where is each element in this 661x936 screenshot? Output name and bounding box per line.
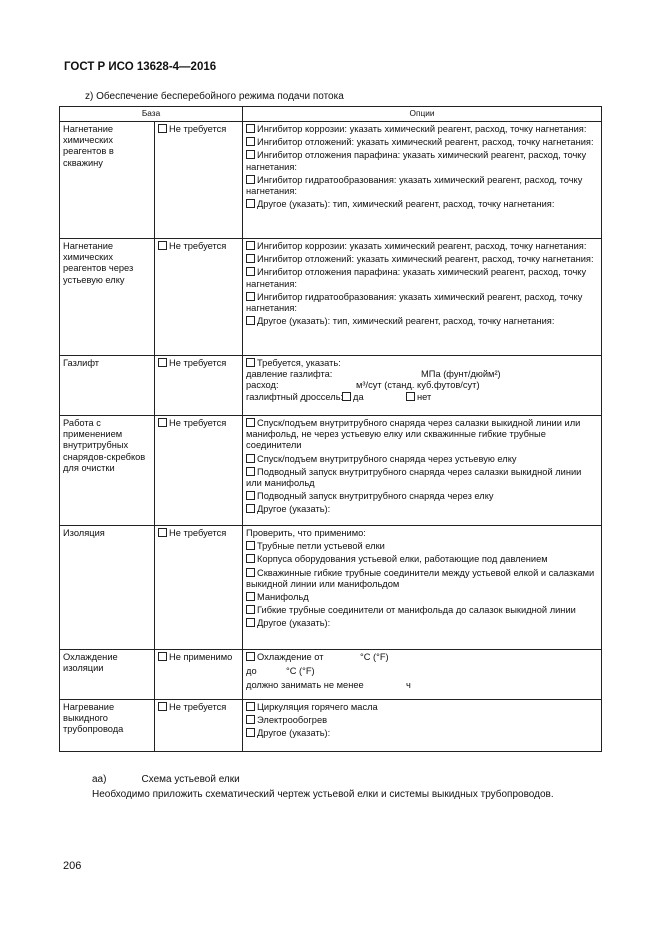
option-label: Циркуляция горячего масла	[257, 702, 378, 712]
gaslift-pressure-label: давление газлифта:	[246, 369, 333, 380]
checkbox[interactable]	[246, 592, 255, 601]
table-row	[60, 650, 602, 700]
option-label: Другое (указать):	[257, 504, 331, 515]
base-label: Не требуется	[169, 241, 227, 251]
document-header: ГОСТ Р ИСО 13628-4—2016	[64, 61, 217, 73]
base-label: Не требуется	[169, 358, 227, 368]
option-item	[246, 592, 598, 603]
checkbox[interactable]	[246, 254, 255, 263]
checkbox[interactable]	[246, 702, 255, 711]
option-label: Ингибитор гидратообразования: указать химический реагент, расход, точку нагнетания:	[246, 291, 583, 314]
option-item	[246, 568, 598, 590]
base-label: Не требуется	[169, 418, 227, 428]
base-cell	[155, 416, 243, 526]
option-item	[246, 150, 598, 172]
cooling-to-line	[246, 666, 598, 677]
cooling-unit1: °C (°F)	[360, 652, 389, 662]
option-item	[246, 316, 598, 327]
section-title: z) Обеспечение бесперебойного режима подачи потока	[85, 91, 344, 102]
option-label: Другое (указать):	[257, 618, 331, 629]
base-cell	[155, 239, 243, 356]
option-item	[246, 454, 598, 465]
option-label: Гибкие трубные соединители от манифольда до салазок выкидной линии	[257, 605, 576, 616]
option-item	[246, 618, 598, 629]
options-cell	[243, 239, 602, 356]
option-label: Корпуса оборудования устьевой елки, работающие под давлением	[257, 554, 548, 565]
cooling-duration: должно занимать не менее	[246, 680, 364, 691]
option-item	[246, 467, 598, 489]
page-number: 206	[63, 860, 82, 872]
row-name: Изоляция	[60, 526, 155, 650]
base-cell	[155, 356, 243, 416]
table-row	[60, 526, 602, 650]
option-label: Другое (указать):	[257, 728, 331, 739]
options-cell	[243, 416, 602, 526]
checkbox-yes[interactable]	[342, 392, 351, 401]
row-name: Работа с применением внутритрубных снарядов-скребков для очистки	[60, 416, 155, 526]
checkbox[interactable]	[246, 504, 255, 513]
option-item	[246, 292, 598, 314]
cooling-to: до	[246, 666, 257, 677]
options-cell	[243, 700, 602, 752]
checkbox[interactable]	[158, 528, 167, 537]
checkbox[interactable]	[246, 454, 255, 463]
option-item	[246, 702, 598, 713]
row-name: Газлифт	[60, 356, 155, 416]
footer-item-title: Схема устьевой елки	[141, 774, 240, 785]
table-row	[60, 239, 602, 356]
cooling-duration-line	[246, 680, 598, 691]
option-item	[246, 728, 598, 739]
option-label: Подводный запуск внутритрубного снаряда через елку	[257, 491, 494, 502]
cooling-hours: ч	[406, 680, 411, 691]
option-label: Ингибитор отложений: указать химический реагент, расход, точку нагнетания:	[257, 254, 594, 265]
row-name: Нагнетание химических реагентов через устьевую елку	[60, 239, 155, 356]
option-item	[246, 418, 598, 452]
row-name: Нагнетание химических реагентов в скважину	[60, 122, 155, 239]
options-cell	[243, 526, 602, 650]
checkbox[interactable]	[158, 358, 167, 367]
table-row	[60, 122, 602, 239]
base-cell	[155, 700, 243, 752]
option-item	[246, 491, 598, 502]
cooling-from-line	[246, 652, 598, 663]
option-label: Спуск/подъем внутритрубного снаряда через устьевую елку	[257, 453, 517, 464]
gaslift-pressure-unit: МПа (фунт/дюйм²)	[421, 369, 501, 380]
gaslift-flow-unit: м³/сут (станд. куб.футов/сут)	[356, 380, 480, 391]
option-item	[246, 358, 598, 369]
header-options: Опции	[243, 107, 602, 122]
checkbox[interactable]	[246, 554, 255, 563]
option-item	[246, 199, 598, 210]
footer-text: Необходимо приложить схематический чертеж устьевой елки и системы выкидных трубопроводов.	[92, 789, 554, 800]
checkbox[interactable]	[246, 358, 255, 367]
checkbox[interactable]	[246, 418, 255, 427]
checkbox[interactable]	[158, 418, 167, 427]
cooling-unit2: °C (°F)	[286, 666, 315, 677]
checkbox[interactable]	[246, 137, 255, 146]
option-label: Трубные петли устьевой елки	[257, 541, 385, 552]
footer-item-label: аа)	[92, 774, 107, 785]
option-label: Манифольд	[257, 592, 309, 603]
base-label: Не требуется	[169, 528, 227, 538]
checkbox[interactable]	[246, 150, 255, 159]
checkbox[interactable]	[246, 316, 255, 325]
footer-item	[92, 774, 240, 785]
option-item	[246, 254, 598, 265]
header-base: База	[60, 107, 243, 122]
table-row	[60, 356, 602, 416]
insulation-intro: Проверить, что применимо:	[246, 528, 366, 538]
option-label: Ингибитор коррозии: указать химический реагент, расход, точку нагнетания:	[257, 124, 587, 134]
options-cell	[243, 650, 602, 700]
option-item	[246, 175, 598, 197]
base-label: Не применимо	[169, 652, 233, 662]
option-label: Другое (указать): тип, химический реагент, расход, точку нагнетания:	[257, 199, 555, 210]
base-cell	[155, 122, 243, 239]
option-label: Ингибитор гидратообразования: указать химический реагент, расход, точку нагнетания:	[246, 174, 583, 197]
checkbox[interactable]	[246, 124, 255, 133]
option-item	[246, 241, 598, 252]
cooling-from: Охлаждение от	[257, 652, 324, 662]
checkbox[interactable]	[158, 241, 167, 250]
option-item	[246, 124, 598, 135]
checkbox[interactable]	[246, 292, 255, 301]
table-row	[60, 700, 602, 752]
option-item	[246, 605, 598, 616]
option-label: Скважинные гибкие трубные соединители между устьевой елкой и салазками выкидной линии или манифольдом	[246, 567, 595, 589]
checkbox[interactable]	[246, 618, 255, 627]
options-cell	[243, 122, 602, 239]
checkbox[interactable]	[246, 241, 255, 250]
option-item	[246, 504, 598, 515]
checkbox[interactable]	[246, 175, 255, 184]
checkbox[interactable]	[246, 605, 255, 614]
gaslift-choke-line	[246, 392, 598, 403]
gaslift-required: Требуется, указать:	[257, 358, 341, 368]
requirements-table	[59, 106, 602, 752]
base-label: Не требуется	[169, 702, 227, 712]
option-label: Ингибитор отложений: указать химический реагент, расход, точку нагнетания:	[257, 137, 594, 148]
gaslift-no: нет	[417, 391, 432, 402]
checkbox[interactable]	[246, 728, 255, 737]
checkbox[interactable]	[158, 702, 167, 711]
gaslift-flow-line	[246, 380, 598, 391]
option-item	[246, 554, 598, 565]
gaslift-pressure-line	[246, 369, 598, 380]
base-cell	[155, 650, 243, 700]
checkbox[interactable]	[246, 199, 255, 208]
gaslift-flow-label: расход:	[246, 380, 279, 391]
row-name: Охлаждение изоляции	[60, 650, 155, 700]
option-label: Другое (указать): тип, химический реагент, расход, точку нагнетания:	[257, 316, 555, 327]
option-label: Ингибитор коррозии: указать химический реагент, расход, точку нагнетания:	[257, 241, 587, 251]
option-item	[246, 541, 598, 552]
gaslift-choke-label: газлифтный дроссель:	[246, 391, 344, 402]
option-label: Электрообогрев	[257, 715, 328, 726]
table-header-row	[60, 107, 602, 122]
row-name: Нагревание выкидного трубопровода	[60, 700, 155, 752]
option-item	[246, 267, 598, 289]
checkbox-no[interactable]	[406, 392, 415, 401]
option-label: Подводный запуск внутритрубного снаряда через салазки выкидной линии или манифольд	[246, 466, 582, 489]
checkbox[interactable]	[246, 715, 255, 724]
base-label: Не требуется	[169, 124, 227, 134]
gaslift-yes: да	[353, 391, 364, 402]
checkbox[interactable]	[246, 541, 255, 550]
option-label: Ингибитор отложения парафина: указать химический реагент, расход, точку нагнетания:	[246, 267, 587, 289]
option-item	[246, 715, 598, 726]
options-cell	[243, 356, 602, 416]
checkbox[interactable]	[246, 491, 255, 500]
option-item	[246, 137, 598, 148]
checkbox[interactable]	[246, 267, 255, 276]
checkbox[interactable]	[158, 124, 167, 133]
checkbox[interactable]	[246, 568, 255, 577]
checkbox[interactable]	[246, 652, 255, 661]
table-row	[60, 416, 602, 526]
checkbox[interactable]	[246, 467, 255, 476]
checkbox[interactable]	[158, 652, 167, 661]
base-cell	[155, 526, 243, 650]
option-label: Спуск/подъем внутритрубного снаряда через салазки выкидной линии или манифольд, не через устьевую елку или скважинные гибкие трубные соединители	[246, 418, 581, 451]
option-label: Ингибитор отложения парафина: указать химический реагент, расход, точку нагнетания:	[246, 150, 587, 172]
